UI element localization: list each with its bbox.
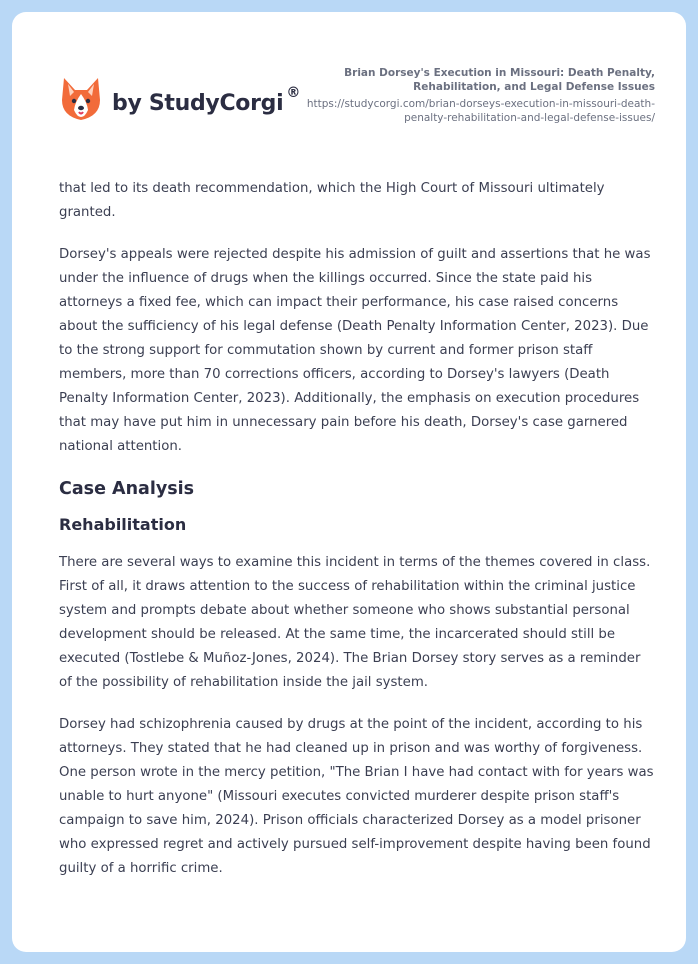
paragraph-4: Dorsey had schizophrenia caused by drugs at the point of the incident, according to his attorneys. They stated that he had cleaned up in prison and was worthy of forgiveness. One person wrote in the mercy petition, "The Brian I have had contact with for years was unable to hurt anyone" (Missouri executes convicted murderer despite prison staff's campaign to save him, 2024). Prison officials characterized Dorsey as a model prisoner who expressed regret and actively pursued self-improvement despite having been found guilty of a horrific crime.: [59, 717, 654, 876]
studycorgi-logo[interactable]: [60, 76, 300, 122]
paragraph-1: that led to its death recommendation, which the High Court of Missouri ultimately granted.: [59, 181, 605, 220]
citation-url[interactable]: https://studycorgi.com/brian-dorseys-execution-in-missouri-death-penalty-rehabilitation-and-legal-defense-issues/: [306, 98, 655, 124]
heading-case-analysis: Case Analysis: [59, 479, 195, 499]
citation-title: Brian Dorsey's Execution in Missouri: Death Penalty, Rehabilitation, and Legal Defense Issues: [344, 67, 655, 93]
paragraph-2: Dorsey's appeals were rejected despite his admission of guilt and assertions that he was under the influence of drugs when the killings occurred. Since the state paid his attorneys a fixed fee, which can impact their performance, his case raised concerns about the sufficiency of his legal defense (Death Penalty Information Center, 2023). Due to the strong support for commutation shown by current and former prison staff members, more than 70 corrections officers, according to Dorsey's lawyers (Death Penalty Information Center, 2023). Additionally, the emphasis on execution procedures that may have put him in unnecessary pain before his death, Dorsey's case garnered national attention.: [59, 247, 651, 454]
document-header: [12, 12, 686, 162]
heading-rehabilitation: Rehabilitation: [59, 515, 187, 534]
corgi-logo-icon: [60, 76, 102, 122]
registered-mark: ®: [286, 85, 301, 101]
citation-reference: [305, 66, 655, 125]
logo-text: by StudyCorgi: [112, 90, 284, 116]
document-card: [12, 12, 686, 952]
paragraph-3: There are several ways to examine this incident in terms of the themes covered in class. First of all, it draws attention to the success of rehabilitation within the criminal justice system and prompts debate about whether someone who shows substantial personal development should be released. At the same time, the incarcerated should still be executed (Tostlebe & Muñoz-Jones, 2024). The Brian Dorsey story serves as a reminder of the possibility of rehabilitation inside the jail system.: [59, 555, 651, 690]
article-body: [59, 177, 654, 899]
